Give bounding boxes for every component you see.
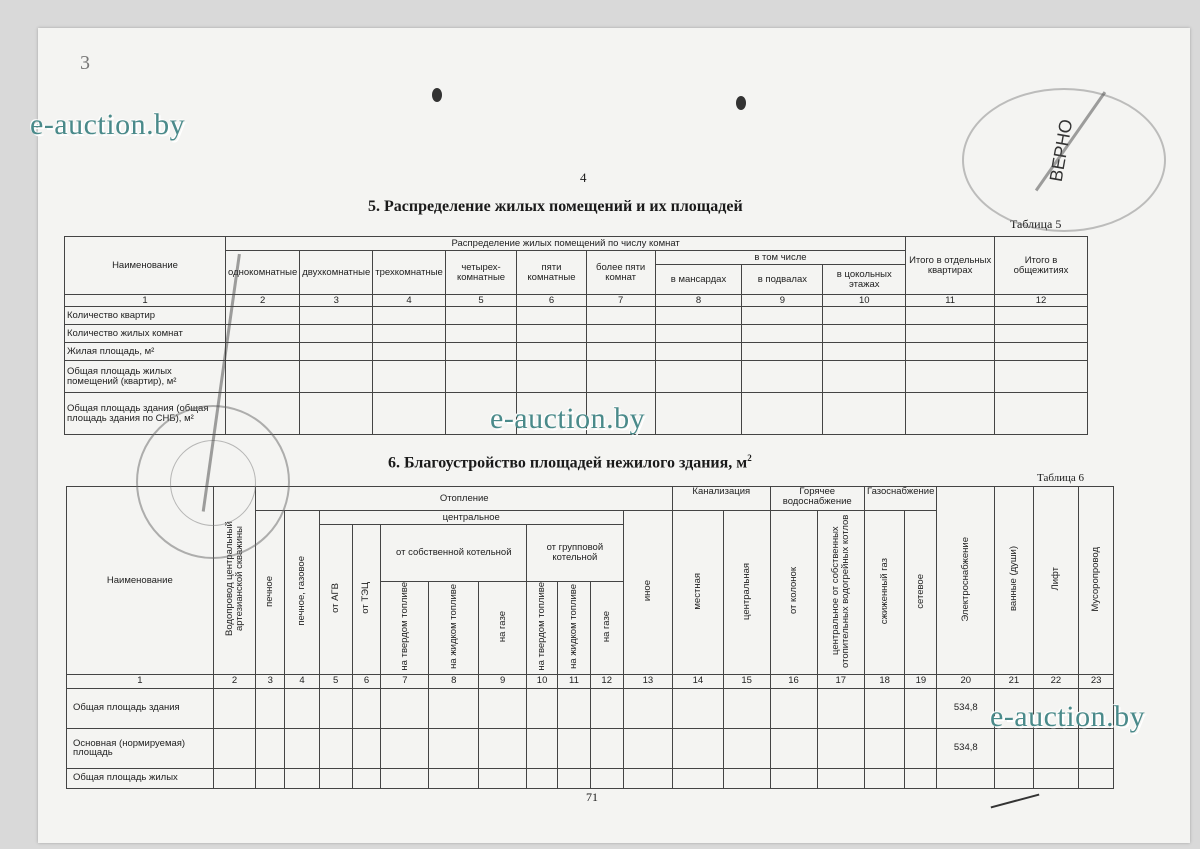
header-solid: на твердом топливе [398, 582, 410, 671]
col-number: 4 [373, 295, 446, 307]
header-hot-water: Горячее водоснабжение [770, 487, 864, 511]
col-number: 19 [905, 674, 937, 688]
section6-title: 6. Благоустройство площадей нежилого здания, $м^2$ [388, 453, 752, 472]
header-sewer: Канализация [673, 487, 770, 511]
col-number: 15 [723, 674, 770, 688]
footer-page-number: 71 [586, 790, 598, 804]
row-label: Общая площадь жилых [67, 768, 214, 788]
row-label: Количество квартир [65, 307, 226, 325]
row-label: Количество жилых комнат [65, 325, 226, 343]
col-number: 9 [479, 674, 527, 688]
header-total-apartments: Итого в отдельных квартирах [906, 237, 995, 295]
table5-label: Таблица 5 [1010, 217, 1062, 231]
header-attic: в мансардах [655, 265, 742, 295]
header-central-sewer: центральная [740, 562, 752, 620]
watermark: e-auction.by [990, 700, 1146, 733]
row-label: Основная (нормируемая) площадь [67, 728, 214, 768]
row-label: Общая площадь здания (общая площадь здания по СНБ), м² [65, 393, 226, 435]
col-number: 5 [445, 295, 516, 307]
col-number: 8 [429, 674, 479, 688]
col-number: 9 [742, 295, 823, 307]
header-stove: печное [264, 575, 276, 607]
col-number: 3 [256, 674, 285, 688]
header-liquefied: сжиженный газ [878, 557, 890, 625]
col-number: 2 [213, 674, 256, 688]
header-two-room: двухкомнатные [300, 251, 373, 295]
punch-hole [736, 96, 746, 110]
header-gas: Газоснабжение [864, 487, 936, 511]
row-label: Общая площадь жилых помещений (квартир), м² [65, 361, 226, 393]
header-bath: ванные (души) [1007, 546, 1019, 612]
table-row [67, 728, 1114, 768]
header-from-columns: от колонок [787, 567, 799, 615]
col-number: 22 [1033, 674, 1079, 688]
header-on-gas: на газе [600, 611, 612, 643]
header-other: иное [641, 580, 653, 602]
electric-value: 534,8 [937, 688, 995, 728]
table6-label: Таблица 6 [1037, 472, 1085, 484]
header-three-room: трехкомнатные [373, 251, 446, 295]
col-number: 11 [558, 674, 591, 688]
col-number: 13 [623, 674, 672, 688]
col-number: 21 [995, 674, 1033, 688]
header-basement: в подвалах [742, 265, 823, 295]
col-number: 18 [864, 674, 904, 688]
header-water: Водопровод центральный артезианской скважины [223, 521, 245, 637]
header-including: в том числе [655, 251, 906, 265]
col-number: 5 [319, 674, 352, 688]
col-number: 7 [381, 674, 429, 688]
col-number: 6 [352, 674, 381, 688]
header-lift: Лифт [1049, 567, 1061, 591]
header-on-gas: на газе [496, 611, 508, 643]
col-number: 3 [300, 295, 373, 307]
header-total-dorms: Итого в общежитиях [995, 237, 1088, 295]
watermark: e-auction.by [30, 108, 186, 141]
header-more-five: более пяти комнат [586, 251, 655, 295]
header-tec: от ТЭЦ [360, 582, 372, 614]
header-name: Наименование [65, 237, 226, 295]
col-number: 11 [906, 295, 995, 307]
electric-value: 534,8 [937, 728, 995, 768]
table-row [67, 768, 1114, 788]
header-five-room: пяти комнатные [517, 251, 586, 295]
col-number: 23 [1079, 674, 1114, 688]
col-number: 6 [517, 295, 586, 307]
header-agv: от АГВ [329, 583, 341, 613]
header-solid: на твердом топливе [536, 582, 548, 671]
header-central: центральное [319, 511, 623, 525]
row-label: Общая площадь здания [67, 688, 214, 728]
col-number: 2 [226, 295, 300, 307]
page-number: 4 [580, 170, 587, 185]
header-local: местная [691, 572, 703, 610]
page-mark: 3 [80, 52, 90, 74]
header-own-boiler: от собственной котельной [381, 525, 527, 582]
header-socle: в цокольных этажах [823, 265, 906, 295]
col-number: 12 [995, 295, 1088, 307]
watermark: e-auction.by [490, 402, 646, 435]
header-garbage: Мусоропровод [1090, 546, 1102, 612]
header-distribution: Распределение жилых помещений по числу комнат [226, 237, 906, 251]
col-number: 7 [586, 295, 655, 307]
col-number: 10 [527, 674, 558, 688]
col-number: 16 [770, 674, 817, 688]
col-number: 10 [823, 295, 906, 307]
row-label: Жилая площадь, м² [65, 343, 226, 361]
col-number: 1 [67, 674, 214, 688]
header-name: Наименование [67, 487, 214, 675]
header-one-room: однокомнатные [226, 251, 300, 295]
header-central-hw: центральное от собственных отопительных водогрейных котлов [829, 514, 851, 668]
col-number: 17 [817, 674, 864, 688]
header-network: сетевое [914, 573, 926, 609]
header-electric: Электроснабжение [959, 536, 971, 622]
header-four-room: четырех-комнатные [445, 251, 516, 295]
col-number: 14 [673, 674, 724, 688]
table-row [67, 688, 1114, 728]
electric-value [937, 768, 995, 788]
stamp-text: ВЕРНО [1045, 117, 1077, 184]
header-liquid: на жидком топливе [447, 584, 459, 670]
col-number: 12 [590, 674, 623, 688]
header-stove-gas: печное, газовое [296, 556, 308, 626]
col-number: 20 [937, 674, 995, 688]
col-number: 4 [285, 674, 320, 688]
col-number: 1 [65, 295, 226, 307]
punch-hole [432, 88, 442, 102]
header-liquid: на жидком топливе [567, 584, 579, 670]
column-numbers-row [67, 674, 1114, 688]
header-group-boiler: от групповой котельной [527, 525, 624, 582]
col-number: 8 [655, 295, 742, 307]
section5-title: 5. Распределение жилых помещений и их площадей [368, 198, 743, 215]
header-heating: Отопление [256, 487, 673, 511]
